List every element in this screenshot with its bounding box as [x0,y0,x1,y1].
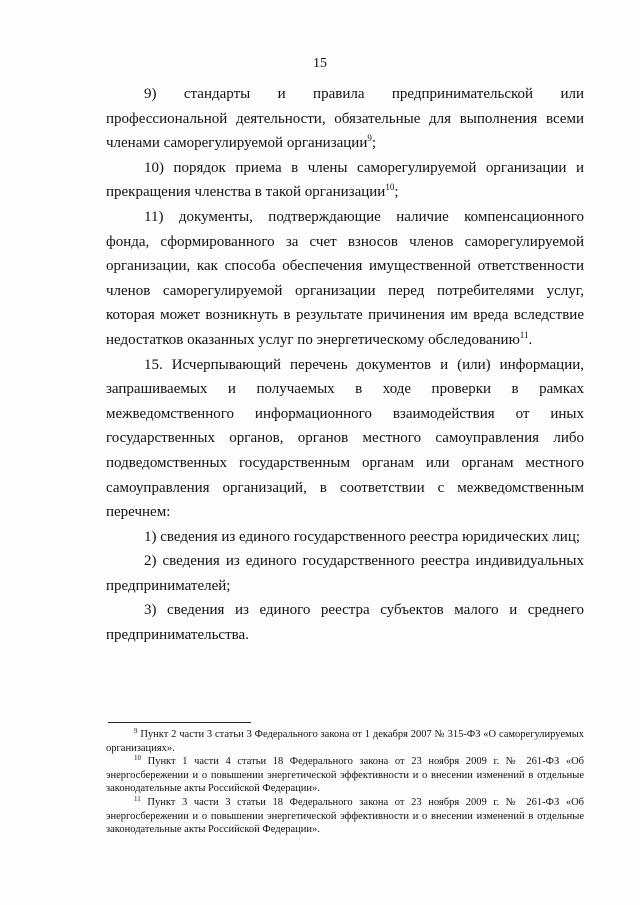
paragraph-item-9: 9) стандарты и правила предпринимательской или профессиональной деятельности, обязательные для выполнения всеми членами саморегулируемой организации$^9$; [106,86,584,152]
footnote-ref-9[interactable]: 9 [367,133,372,144]
paragraph-section-15: 15. Исчерпывающий перечень документов и (или) информации, запрашиваемых и получаемых в ходе проверки в рамках межведомственного информационного взаимодействия от иных государственных органов, органов местного самоуправления либо подведомственных государственным органам или органам местного самоуправления организаций, в соответствии с межведомственным перечнем: [106,356,584,521]
document-body [106,82,584,648]
list-item-1: 1) сведения из единого государственного реестра юридических лиц; [144,528,581,545]
footnote-divider [108,722,251,723]
footnote-10: $^{10}$ Пункт 1 части 4 статьи 18 Федерального закона от 23 ноября 2009 г. № 261-ФЗ «Об энергосбережении и о повышении энергетической эффективности и о внесении изменений в отдельные законодательные акты Российской Федерации». [106,754,584,795]
paragraph-item-11: 11) документы, подтверждающие наличие компенсационного фонда, сформированного за счет взносов членов саморегулируемой организации, как способа обеспечения имущественной ответственности членов саморегулируемой организации перед потребителями услуг, которая может возникнуть в результате причинения им вреда вследствие недостатков оказанных услуг по энергетическому обследованию$^{11}$. [106,208,584,348]
paragraph-item-10: 10) порядок приема в члены саморегулируемой организации и прекращения членства в такой организации$^{10}$; [106,159,584,201]
footnote-ref-10[interactable]: 10 [385,182,395,193]
page-number: 15 [313,56,327,71]
footnote-ref-11[interactable]: 11 [519,329,529,340]
list-item-3: 3) сведения из единого реестра субъектов малого и среднего предпринимательства. [106,602,584,644]
footnotes [106,728,584,837]
footnote-11: $^{11}$ Пункт 3 части 3 статьи 18 Федерального закона от 23 ноября 2009 г. № 261-ФЗ «Об энергосбережении и о повышении энергетической эффективности и о внесении изменений в отдельные законодательные акты Российской Федерации». [106,794,584,836]
footnote-9: $^9$ Пункт 2 части 3 статьи 3 Федерального закона от 1 декабря 2007 № 315-ФЗ «О саморегулируемых организациях». [106,727,585,754]
list-item-2: 2) сведения из единого государственного реестра индивидуальных предпринимателей; [106,553,584,594]
